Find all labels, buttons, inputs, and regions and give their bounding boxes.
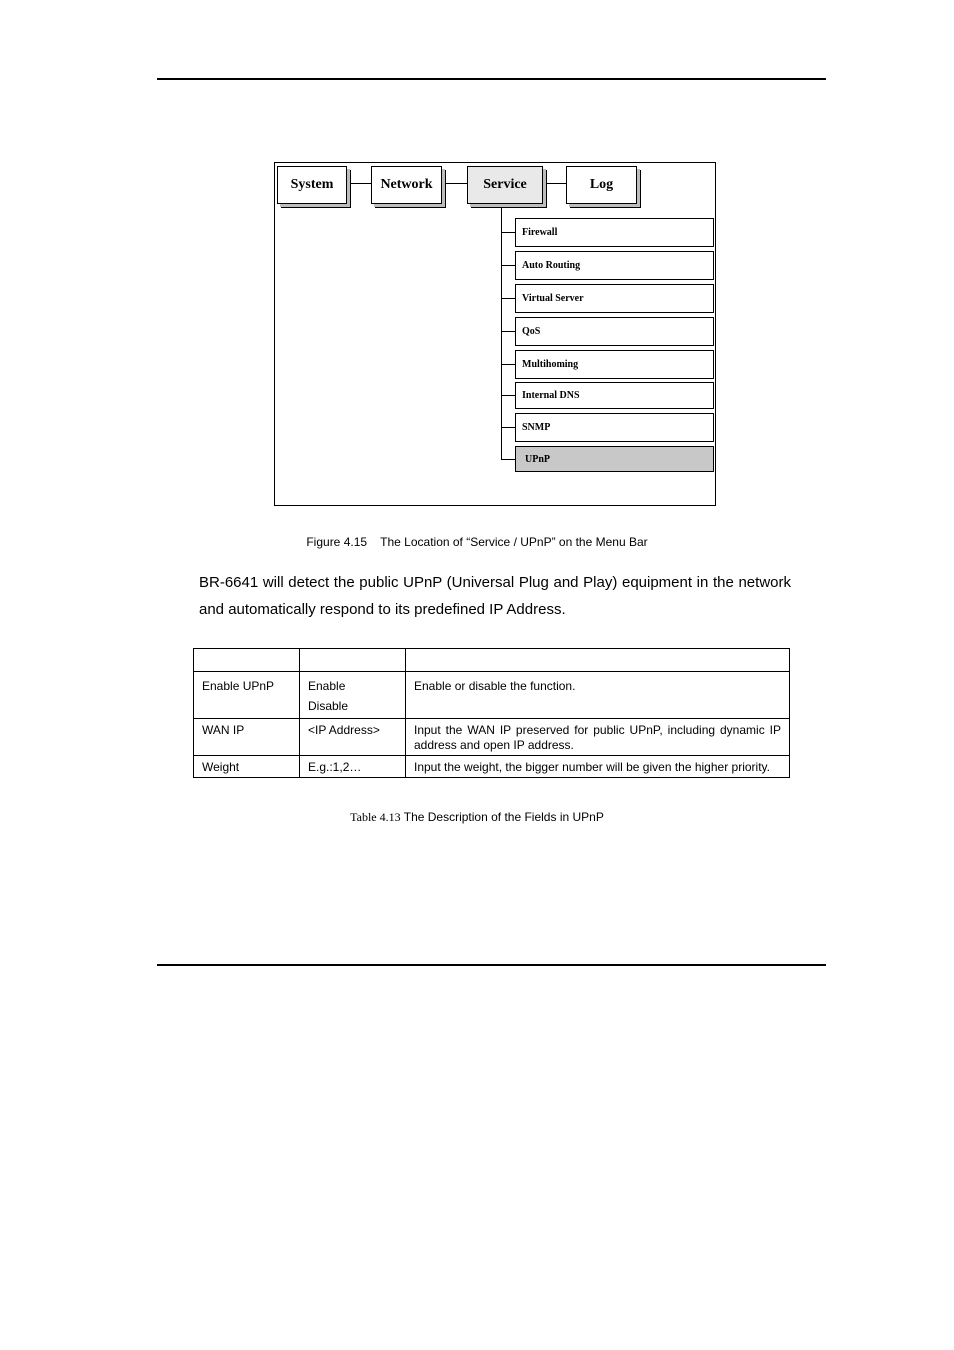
connector (547, 183, 566, 184)
table-caption-prefix: Table 4.13 (350, 810, 401, 824)
branch (501, 232, 515, 233)
submenu-qos[interactable]: QoS (515, 317, 714, 346)
branch (501, 459, 515, 460)
description-paragraph: BR-6641 will detect the public UPnP (Universal Plug and Play) equipment in the network and automatically respond to its predefined IP Address. (199, 574, 791, 618)
table-caption (0, 810, 954, 825)
branch (501, 395, 515, 396)
footer-rule (157, 964, 826, 966)
field-description: Enable or disable the function. (406, 672, 790, 719)
menu-diagram (274, 162, 716, 506)
field-name: WAN IP (194, 719, 300, 756)
branch (501, 331, 515, 332)
table-row (194, 672, 790, 719)
submenu-internal-dns[interactable]: Internal DNS (515, 382, 714, 409)
branch (501, 427, 515, 428)
table-row (194, 719, 790, 756)
header-rule (157, 78, 826, 80)
submenu-virtual-server[interactable]: Virtual Server (515, 284, 714, 313)
table-header-cell (194, 649, 300, 672)
branch (501, 298, 515, 299)
menu-service[interactable]: Service (467, 166, 543, 204)
field-description: Input the WAN IP preserved for public UPnP, including dynamic IP address and open IP address. (406, 719, 790, 756)
menu-system[interactable]: System (277, 166, 347, 204)
connector (445, 183, 467, 184)
submenu-firewall[interactable]: Firewall (515, 218, 714, 247)
field-name: Weight (194, 756, 300, 778)
table-header-cell (406, 649, 790, 672)
submenu-multihoming[interactable]: Multihoming (515, 350, 714, 379)
field-value-line: Disable (308, 699, 349, 713)
field-value (300, 672, 406, 719)
fields-table (193, 648, 790, 778)
field-value: <IP Address> (300, 719, 406, 756)
submenu-snmp[interactable]: SNMP (515, 413, 714, 442)
branch (501, 265, 515, 266)
table-row (194, 756, 790, 778)
submenu-auto-routing[interactable]: Auto Routing (515, 251, 714, 280)
figure-caption: Figure 4.15 The Location of “Service / UPnP” on the Menu Bar (306, 535, 648, 549)
connector (351, 183, 371, 184)
field-description: Input the weight, the bigger number will be given the higher priority. (406, 756, 790, 778)
table-caption-text: The Description of the Fields in UPnP (400, 810, 604, 824)
table-header-cell (300, 649, 406, 672)
menu-log[interactable]: Log (566, 166, 637, 204)
field-value: E.g.:1,2… (300, 756, 406, 778)
field-value-line: Enable (308, 679, 346, 693)
submenu-trunk (501, 208, 502, 459)
menu-network[interactable]: Network (371, 166, 442, 204)
branch (501, 364, 515, 365)
table-header-row (194, 649, 790, 672)
submenu-upnp[interactable]: UPnP (515, 446, 714, 472)
field-name: Enable UPnP (194, 672, 300, 719)
